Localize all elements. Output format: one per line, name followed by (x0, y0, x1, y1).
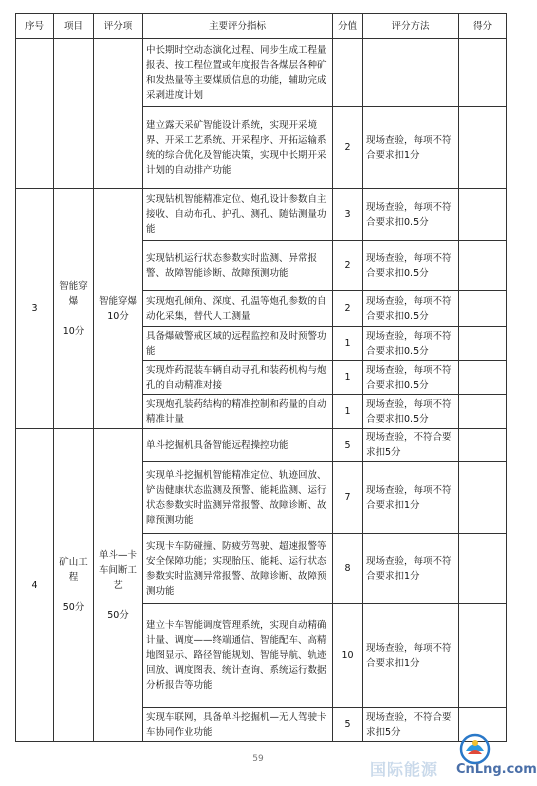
score-cell: 3 (333, 189, 363, 241)
item-cell: 智能穿爆 10分 (94, 189, 143, 429)
score-cell: 5 (333, 708, 363, 742)
method-cell: 现场查验，每项不符合要求扣0.5分 (363, 327, 459, 361)
indicator-cell: 建立卡车智能调度管理系统，实现自动精确计量、调度——终端通信、智能配车、高精地图显示、路径智能规划、智能导航、轨迹回放、调度图表、统计查询、系统运行数据分析报告等功能 (143, 604, 333, 708)
score-cell: 1 (333, 327, 363, 361)
method-cell: 现场查验，每项不符合要求扣0.5分 (363, 241, 459, 291)
table-row (16, 39, 507, 107)
row-number: 4 (16, 429, 54, 742)
indicator-cell: 实现炸药混装车辆自动寻孔和装药机构与炮孔的自动精准对接 (143, 361, 333, 395)
page-number: 59 (252, 754, 264, 764)
col-header-score: 分值 (333, 14, 363, 39)
item-cell: 单斗—卡车间断工艺 50分 (94, 429, 143, 742)
method-cell: 现场查验，每项不符合要求扣0.5分 (363, 361, 459, 395)
indicator-cell: 实现卡车防碰撞、防疲劳驾驶、超速报警等安全保障功能；实现胎压、能耗、运行状态参数实时监测异常报警、故障诊断、故障预测功能 (143, 534, 333, 604)
score-cell: 8 (333, 534, 363, 604)
indicator-cell: 实现炮孔倾角、深度、孔温等炮孔参数的自动化采集，替代人工测量 (143, 291, 333, 327)
col-header-item: 评分项 (94, 14, 143, 39)
method-cell: 现场查验，不符合要求扣5分 (363, 708, 459, 742)
method-cell: 现场查验，每项不符合要求扣1分 (363, 107, 459, 189)
indicator-cell: 实现炮孔装药结构的精准控制和药量的自动精准计量 (143, 395, 333, 429)
row-number: 3 (16, 189, 54, 429)
table-header-row (16, 14, 507, 39)
table-row (16, 429, 507, 462)
project-cell: 智能穿爆 10分 (54, 189, 94, 429)
method-cell: 现场查验，每项不符合要求扣0.5分 (363, 395, 459, 429)
indicator-cell: 中长期时空动态演化过程、同步生成工程量报表、按工程位置或年度报告各煤层各种矿和发热量等主要煤质信息的功能，辅助完成采剥进度计划 (143, 39, 333, 107)
score-cell: 2 (333, 107, 363, 189)
watermark-cn-text: 国际能源 (370, 760, 439, 779)
col-header-points: 得分 (459, 14, 507, 39)
method-cell: 现场查验，每项不符合要求扣1分 (363, 462, 459, 534)
method-cell: 现场查验，不符合要求扣5分 (363, 429, 459, 462)
method-cell: 现场查验，每项不符合要求扣1分 (363, 534, 459, 604)
watermark-text: CnLng.com (456, 762, 537, 777)
score-cell: 2 (333, 291, 363, 327)
score-cell: 5 (333, 429, 363, 462)
indicator-cell: 具备爆破警戒区域的远程监控和及时预警功能 (143, 327, 333, 361)
score-cell: 1 (333, 395, 363, 429)
indicator-cell: 实现钻机智能精准定位、炮孔设计参数自主接收、自动布孔、护孔、测孔、随钻测量功能 (143, 189, 333, 241)
score-cell: 7 (333, 462, 363, 534)
col-header-project: 项目 (54, 14, 94, 39)
score-cell: 10 (333, 604, 363, 708)
table-row (16, 189, 507, 241)
indicator-cell: 实现钻机运行状态参数实时监测、异常报警、故障智能诊断、故障预测功能 (143, 241, 333, 291)
indicator-cell: 实现单斗挖掘机智能精准定位、轨迹回放、铲齿健康状态监测及预警、能耗监测、运行状态参数实时监测异常报警、故障诊断、故障预测功能 (143, 462, 333, 534)
col-header-no: 序号 (16, 14, 54, 39)
col-header-method: 评分方法 (363, 14, 459, 39)
method-cell: 现场查验，每项不符合要求扣1分 (363, 604, 459, 708)
score-cell: 1 (333, 361, 363, 395)
method-cell: 现场查验，每项不符合要求扣0.5分 (363, 291, 459, 327)
method-cell: 现场查验，每项不符合要求扣0.5分 (363, 189, 459, 241)
project-cell: 矿山工程 50分 (54, 429, 94, 742)
score-cell: 2 (333, 241, 363, 291)
col-header-indicator: 主要评分指标 (143, 14, 333, 39)
indicator-cell: 建立露天采矿智能设计系统，实现开采境界、开采工艺系统、开采程序、开拓运输系统的综合优化及智能决策，实现中长期开采计划的自动排产功能 (143, 107, 333, 189)
scoring-table (15, 13, 507, 742)
indicator-cell: 实现车联网，具备单斗挖掘机—无人驾驶卡车协同作业功能 (143, 708, 333, 742)
indicator-cell: 单斗挖掘机具备智能远程操控功能 (143, 429, 333, 462)
